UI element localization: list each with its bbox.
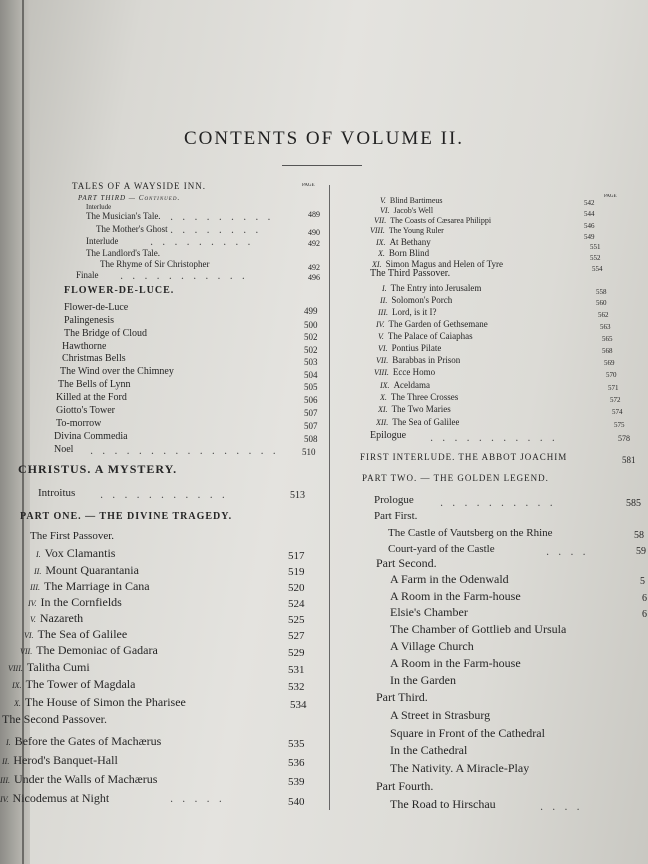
toc-entry[interactable]: Interlude bbox=[86, 236, 119, 246]
toc-entry[interactable]: Giotto's Tower bbox=[56, 405, 115, 416]
page-number: 507 bbox=[304, 421, 318, 431]
section-heading-flower-de-luce: FLOWER-DE-LUCE. bbox=[64, 285, 175, 296]
list-item[interactable]: X. The House of Simon the Pharisee bbox=[14, 695, 186, 709]
list-item[interactable]: IX. At Bethany bbox=[376, 237, 431, 247]
page-number: 527 bbox=[288, 630, 305, 642]
page-number: 513 bbox=[290, 490, 305, 501]
list-item[interactable]: IV. In the Cornfields bbox=[28, 595, 122, 609]
page-number: 489 bbox=[308, 210, 320, 219]
list-item[interactable]: The Chamber of Gottlieb and Ursula bbox=[390, 622, 567, 636]
page-number: 525 bbox=[288, 614, 305, 626]
list-item[interactable]: The Castle of Vautsberg on the Rhine bbox=[388, 527, 553, 539]
page-number: 585 bbox=[626, 498, 641, 509]
subheading-part-first: Part First. bbox=[374, 510, 418, 522]
toc-entry[interactable]: The Wind over the Chimney bbox=[60, 366, 174, 377]
toc-entry[interactable]: Epilogue bbox=[370, 430, 407, 441]
toc-entry[interactable]: To-morrow bbox=[56, 418, 102, 429]
list-item[interactable]: VIII. The Young Ruler bbox=[370, 226, 444, 235]
page-number: 549 bbox=[584, 233, 595, 241]
page-number: 574 bbox=[612, 408, 623, 416]
toc-entry[interactable]: The Bells of Lynn bbox=[58, 379, 131, 390]
page-number: 492 bbox=[308, 239, 320, 248]
page-number: 575 bbox=[614, 421, 625, 429]
page-number: 508 bbox=[304, 434, 318, 444]
toc-entry[interactable]: Flower-de-Luce bbox=[64, 302, 129, 313]
list-item[interactable]: A Village Church bbox=[390, 639, 474, 653]
list-item[interactable]: A Room in the Farm-house bbox=[390, 589, 521, 603]
toc-entry[interactable]: Palingenesis bbox=[64, 315, 114, 326]
page-number: 571 bbox=[608, 384, 619, 392]
subheading-third-passover: The Third Passover. bbox=[370, 268, 451, 279]
section-heading-wayside-inn: TALES OF A WAYSIDE INN. bbox=[72, 181, 207, 191]
subheading-second-passover: The Second Passover. bbox=[2, 712, 107, 726]
page-number: 506 bbox=[304, 395, 318, 405]
page-number: 500 bbox=[304, 320, 318, 330]
list-item[interactable]: V. The Palace of Caiaphas bbox=[378, 331, 473, 341]
page-number: 510 bbox=[302, 447, 316, 457]
list-item[interactable]: IX. The Tower of Magdala bbox=[12, 677, 136, 691]
page-number: 532 bbox=[288, 681, 305, 693]
page-number: 517 bbox=[288, 550, 305, 562]
part-heading-two: PART TWO. — THE GOLDEN LEGEND. bbox=[362, 473, 549, 483]
list-item[interactable]: III. The Marriage in Cana bbox=[30, 579, 150, 593]
toc-entry[interactable]: Killed at the Ford bbox=[56, 392, 127, 403]
list-item[interactable]: In the Garden bbox=[390, 673, 456, 687]
page-number: 552 bbox=[590, 254, 601, 262]
list-item[interactable]: Court-yard of the Castle bbox=[388, 543, 495, 555]
page-number: 534 bbox=[290, 699, 307, 711]
page-number: 520 bbox=[288, 582, 305, 594]
list-item[interactable]: I. The Entry into Jerusalem bbox=[382, 283, 482, 293]
toc-entry[interactable]: The Landlord's Tale. bbox=[86, 248, 161, 258]
page-number: 499 bbox=[304, 306, 318, 316]
page-number: 581 bbox=[622, 455, 636, 465]
page-number: 551 bbox=[590, 243, 601, 251]
page-number: 502 bbox=[304, 345, 318, 355]
list-item[interactable]: II. Mount Quarantania bbox=[34, 563, 139, 577]
page-number: 535 bbox=[288, 738, 305, 750]
page-number: 519 bbox=[288, 566, 305, 578]
page-number: 524 bbox=[288, 598, 305, 610]
page-column-label: PAGE bbox=[302, 183, 315, 188]
toc-entry[interactable]: The Musician's Tale. bbox=[86, 211, 161, 221]
list-item[interactable]: XI. The Two Maries bbox=[378, 404, 451, 414]
page-number: 563 bbox=[600, 323, 611, 331]
page-number: 503 bbox=[304, 357, 318, 367]
page-number: 496 bbox=[308, 273, 320, 282]
toc-entry[interactable]: Christmas Bells bbox=[62, 353, 126, 364]
page-number: 5 bbox=[640, 576, 645, 587]
page-number: 490 bbox=[308, 228, 320, 237]
list-item[interactable]: VI. The Sea of Galilee bbox=[24, 627, 128, 641]
page-number: 539 bbox=[288, 776, 305, 788]
list-item[interactable]: The Road to Hirschau bbox=[390, 797, 496, 811]
subheading-part-fourth: Part Fourth. bbox=[376, 779, 434, 793]
page-number: 507 bbox=[304, 408, 318, 418]
page-number: 540 bbox=[288, 796, 305, 808]
toc-entry[interactable]: Divina Commedia bbox=[54, 431, 128, 442]
list-item[interactable]: V. Nazareth bbox=[30, 611, 84, 625]
part-heading-one: PART ONE. — THE DIVINE TRAGEDY. bbox=[20, 511, 233, 522]
list-item[interactable]: VI. Pontius Pilate bbox=[378, 343, 442, 353]
page-number: 536 bbox=[288, 757, 305, 769]
list-item[interactable]: In the Cathedral bbox=[390, 743, 468, 757]
subheading-part-third: Part Third. bbox=[376, 690, 428, 704]
list-item[interactable]: IX. Aceldama bbox=[380, 380, 431, 390]
toc-entry[interactable]: Interlude bbox=[86, 203, 112, 211]
list-item[interactable]: A Street in Strasburg bbox=[390, 708, 491, 722]
page-column-label: PAGE bbox=[604, 194, 617, 199]
list-item[interactable]: IV. The Garden of Gethsemane bbox=[376, 319, 488, 329]
page-number: 544 bbox=[584, 210, 595, 218]
page-number: 505 bbox=[304, 382, 318, 392]
page-number: 565 bbox=[602, 335, 613, 343]
list-item[interactable]: Elsie's Chamber bbox=[390, 605, 468, 619]
title-rule bbox=[282, 165, 362, 166]
list-item[interactable]: VIII. Ecce Homo bbox=[374, 367, 436, 377]
page-number: 558 bbox=[596, 288, 607, 296]
list-item[interactable]: I. Before the Gates of Machærus bbox=[6, 734, 162, 748]
column-divider bbox=[329, 185, 330, 810]
page-number: 572 bbox=[610, 396, 621, 404]
first-interlude-heading[interactable]: FIRST INTERLUDE. THE ABBOT JOACHIM bbox=[360, 452, 568, 462]
page-number: 502 bbox=[304, 332, 318, 342]
page-number: 59 bbox=[636, 546, 646, 557]
list-item[interactable]: II. Herod's Banquet-Hall bbox=[2, 753, 118, 767]
list-item[interactable]: The Nativity. A Miracle-Play bbox=[390, 761, 530, 775]
page-number: 554 bbox=[592, 265, 603, 273]
page-number: 6 bbox=[642, 593, 647, 604]
toc-entry[interactable]: Finale bbox=[76, 270, 99, 280]
list-item[interactable]: VI. Jacob's Well bbox=[380, 206, 434, 215]
toc-entry[interactable]: Hawthorne bbox=[62, 341, 107, 352]
page-number: 542 bbox=[584, 199, 595, 207]
list-item[interactable]: I. Vox Clamantis bbox=[36, 546, 116, 560]
toc-entry[interactable]: The Bridge of Cloud bbox=[64, 328, 148, 339]
page-number: 578 bbox=[618, 434, 630, 443]
list-item[interactable]: II. Solomon's Porch bbox=[380, 295, 453, 305]
toc-entry[interactable]: Introitus bbox=[38, 487, 76, 499]
list-item[interactable]: III. Lord, is it I? bbox=[378, 307, 437, 317]
page-number: 562 bbox=[598, 311, 609, 319]
list-item[interactable]: A Room in the Farm-house bbox=[390, 656, 521, 670]
page-number: 492 bbox=[308, 263, 320, 272]
section-heading-christus: CHRISTUS. A MYSTERY. bbox=[18, 462, 178, 476]
page-number: 568 bbox=[602, 347, 613, 355]
list-item[interactable]: III. Under the Walls of Machærus bbox=[0, 772, 158, 786]
page-number: 6 bbox=[642, 609, 647, 620]
list-item[interactable]: VII. The Coasts of Cæsarea Philippi bbox=[374, 216, 492, 225]
list-item[interactable]: XI. Simon Magus and Helen of Tyre bbox=[372, 259, 503, 269]
list-item[interactable]: IV. Nicodemus at Night bbox=[0, 791, 110, 805]
page-number: 529 bbox=[288, 647, 305, 659]
toc-entry[interactable]: Prologue bbox=[374, 494, 414, 506]
toc-entry[interactable]: The Rhyme of Sir Christopher bbox=[100, 259, 210, 269]
page-number: 569 bbox=[604, 359, 615, 367]
page-number: 570 bbox=[606, 371, 617, 379]
list-item[interactable]: A Farm in the Odenwald bbox=[390, 572, 509, 586]
subheading-first-passover: The First Passover. bbox=[30, 530, 115, 542]
page-number: 531 bbox=[288, 664, 305, 676]
list-item[interactable]: XII. The Sea of Galilee bbox=[376, 417, 460, 427]
page-title: CONTENTS OF VOLUME II. bbox=[183, 128, 465, 149]
list-item[interactable]: Square in Front of the Cathedral bbox=[390, 726, 545, 740]
page-number: 58 bbox=[634, 530, 644, 541]
toc-entry[interactable]: Noel bbox=[54, 444, 74, 455]
list-item[interactable]: VII. Barabbas in Prison bbox=[376, 355, 461, 365]
list-item[interactable]: X. The Three Crosses bbox=[380, 392, 459, 402]
list-item[interactable]: X. Born Blind bbox=[378, 248, 430, 258]
page-number: 504 bbox=[304, 370, 318, 380]
list-item[interactable]: VII. The Demoniac of Gadara bbox=[20, 643, 158, 657]
page-number: 560 bbox=[596, 299, 607, 307]
list-item[interactable]: V. Blind Bartimeus bbox=[380, 196, 443, 205]
page-number: 546 bbox=[584, 222, 595, 230]
subheading-part-second: Part Second. bbox=[376, 556, 437, 570]
list-item[interactable]: VIII. Talitha Cumi bbox=[8, 660, 90, 674]
subheading-part-third: PART THIRD — Continued. bbox=[78, 194, 181, 202]
toc-entry[interactable]: The Mother's Ghost bbox=[96, 224, 168, 234]
